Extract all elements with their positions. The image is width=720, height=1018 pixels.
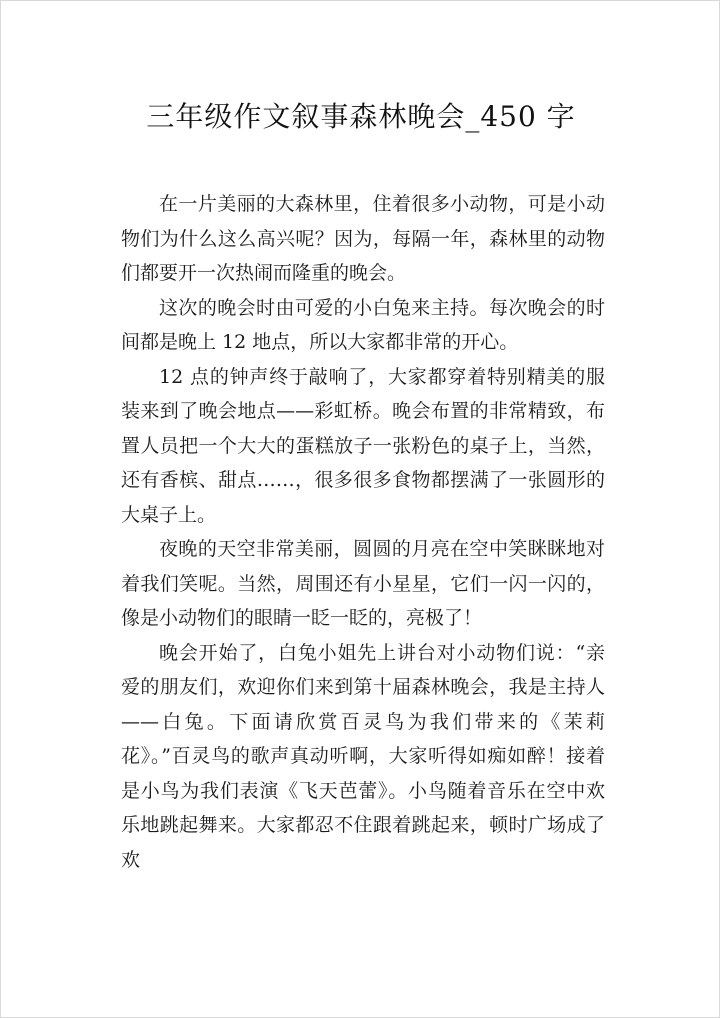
document-body: [121, 187, 605, 877]
document-title: 三年级作文叙事森林晚会_450 字: [146, 100, 576, 133]
paragraph-3: 12 点的钟声终于敲响了，大家都穿着特别精美的服装来到了晚会地点——彩虹桥。晚会布置的非常精致，布置人员把一个大大的蛋糕放子一张粉色的桌子上，当然，还有香槟、甜点……，很多很多食物都摆满了一张圆形的大桌子上。: [121, 365, 605, 526]
paragraph-5: 晚会开始了，白兔小姐先上讲台对小动物们说：“亲爱的朋友们，欢迎你们来到第十届森林晚会，我是主持人——白兔。下面请欣赏百灵鸟为我们带来的《茉莉花》。”百灵鸟的歌声真动听啊，大家听得如痴如醉！接着是小鸟为我们表演《飞天芭蕾》。小鸟随着音乐在空中欢乐地跳起舞来。大家都忍不住跟着跳起来，顿时广场成了欢: [121, 641, 605, 871]
paragraph-4: 夜晚的天空非常美丽，圆圆的月亮在空中笑眯眯地对着我们笑呢。当然，周围还有小星星，它们一闪一闪的，像是小动物们的眼睛一眨一眨的，亮极了！: [121, 538, 605, 629]
paragraph-2: 这次的晚会时由可爱的小白兔来主持。每次晚会的时间都是晚上 12 地点，所以大家都非常的开心。: [121, 296, 605, 353]
paragraph-1: 在一片美丽的大森林里，住着很多小动物，可是小动物们为什么这么高兴呢？因为，每隔一年，森林里的动物们都要开一次热闹而隆重的晚会。: [121, 193, 605, 284]
